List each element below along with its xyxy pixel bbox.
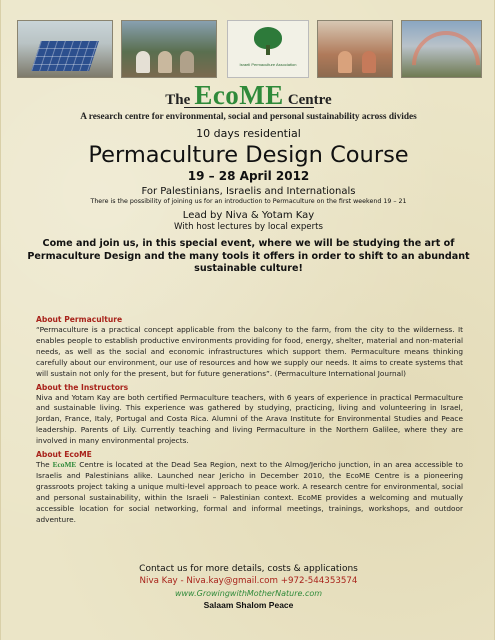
- contact-heading: Contact us for more details, costs & applications: [139, 564, 358, 574]
- centre-header: [1, 80, 495, 122]
- ecome-inline-brand: EcoME: [52, 460, 77, 470]
- course-title: Permaculture Design Course: [88, 142, 409, 168]
- website-link[interactable]: www.GrowingwithMotherNature.com: [174, 589, 323, 598]
- permaculture-association-logo: [227, 20, 309, 78]
- rainbow-image: [401, 20, 482, 78]
- course-audience: For Palestinians, Israelis and Internationals: [141, 186, 356, 197]
- about-permaculture-heading: About Permaculture: [36, 315, 123, 324]
- solar-panel-image: [31, 41, 99, 71]
- contact-block: [1, 564, 495, 610]
- course-leaders: Lead by Niva & Yotam Kay: [182, 210, 315, 221]
- course-duration: 10 days residential: [196, 127, 301, 140]
- invitation-text: Come and join us, in this special event, where we will be studying the art of Permaculture Design and the many tools it offers in order to shift to an abundant sustainable culture!: [27, 238, 470, 275]
- solar-panels-photo: [17, 20, 113, 78]
- about-instructors-heading: About the Instructors: [36, 382, 129, 392]
- centre-subtitle: A research centre for environmental, social and personal sustainability across divides: [80, 112, 417, 122]
- logo-caption: Israeli Permaculture Association: [239, 62, 297, 67]
- about-permaculture-text: “Permaculture is a practical concept applicable from the balcony to the farm, from the city to the wilderness. It enables people to establish productive environments providing for food, energy, shelter, material and non-material needs, as well as the social and economic infrastructures which support them. Permaculture means thinking carefully about our environment, our use of resources and how we supply our needs. It aims to create systems that will sustain not only for the present, but for future generations”. (Permaculture International Journal): [36, 325, 463, 378]
- group-outdoors-photo: [121, 20, 217, 78]
- about-ecome-text: The EcoME Centre is located at the Dead Sea Region, next to the Almog/Jericho junction, in an area accessible to Israelis and Palestinians alike. Launched near Jericho in December 2010, the EcoME Centre is a pioneering grassroots project taking a unique multi-level approach to peace work. A research centre for environmental, social and personal sustainability, within the Israeli – Palestinian context. EcoME provides a welcoming and mutually accessible location for social networking, formal and informal meetings, trainings, workshops, and outdoor adventure.: [36, 460, 463, 524]
- contact-details[interactable]: Niva Kay - Niva.kay@gmail.com +972-544353574: [139, 576, 358, 586]
- about-ecome-heading: About EcoME: [36, 450, 92, 460]
- closing-greeting: Salaam Shalom Peace: [203, 600, 294, 610]
- workshop-photo: [317, 20, 393, 78]
- course-dates: 19 – 28 April 2012: [187, 169, 310, 183]
- ecome-brand: EcoME: [194, 80, 284, 110]
- course-block: [1, 127, 495, 276]
- host-lectures-note: With host lectures by local experts: [174, 222, 323, 232]
- about-instructors-text: Niva and Yotam Kay are both certified Permaculture teachers, with 6 years of experience in practical Permaculture and sustainable living. This experience was gathered by studying, practicing, living and volunteering in Israel, Jordan, France, Italy, Portugal and Costa Rica. Alumni of the Arava Institute for Environmental Studies and Peace leadership. Parents of Lily. Currently teaching and living Permaculture in the Northern Galilee, where they are involved in many environmental projects.: [36, 392, 463, 446]
- photo-strip: [17, 20, 480, 78]
- centre-title: The EcoME Centre: [165, 80, 332, 110]
- rainbow-landscape-photo: [401, 20, 482, 78]
- intro-weekend-note: There is the possibility of joining us for an introduction to Permaculture on the first weekend 19 – 21: [90, 198, 407, 205]
- info-sections: [36, 313, 463, 526]
